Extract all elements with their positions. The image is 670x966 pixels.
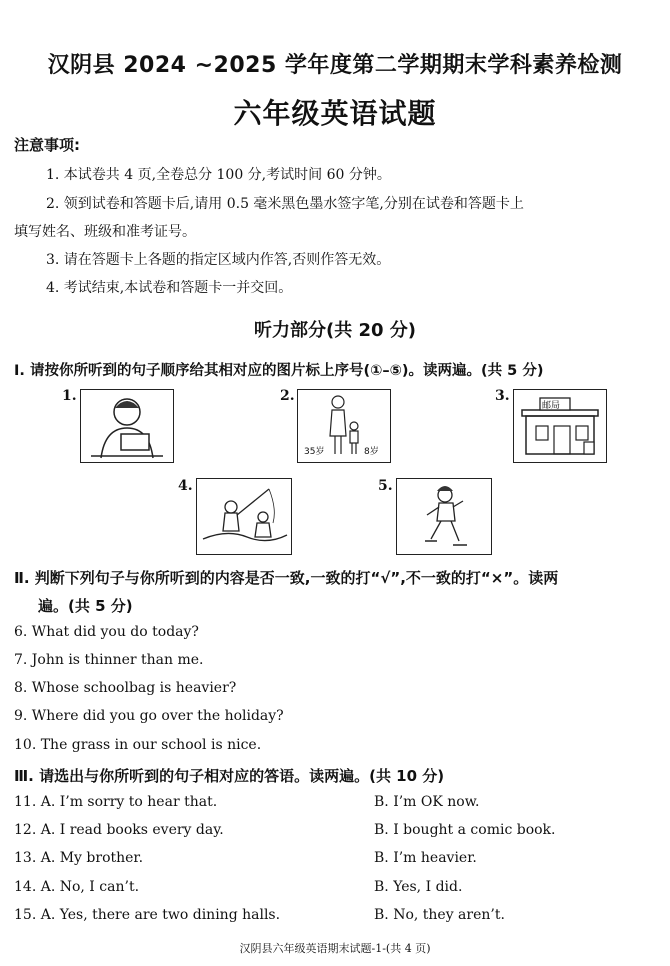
man-reading-icon bbox=[80, 389, 174, 463]
statement-item: 9. Where did you go over the holiday? bbox=[14, 708, 284, 724]
section1-instruction: I. 请按你所听到的句子顺序给其相对应的图片标上序号(①–⑤)。读两遍。(共 5 分) bbox=[14, 363, 544, 379]
question-option-b: B. No, they aren’t. bbox=[374, 907, 505, 923]
question-option-b: B. I’m heavier. bbox=[374, 850, 477, 866]
question-option-b: B. I’m OK now. bbox=[374, 794, 480, 810]
picture-number: 1. bbox=[62, 388, 77, 404]
statement-item: 6. What did you do today? bbox=[14, 624, 199, 640]
question-option-a: 13. A. My brother. bbox=[14, 850, 144, 866]
picture-number: 5. bbox=[378, 478, 393, 494]
picture-number: 4. bbox=[178, 478, 193, 494]
listening-section-title: 听力部分(共 20 分) bbox=[253, 320, 417, 341]
question-option-a: 11. A. I’m sorry to hear that. bbox=[14, 794, 218, 810]
child-age-caption: 8岁 bbox=[364, 447, 379, 457]
notice-item: 3. 请在答题卡上各题的指定区域内作答,否则作答无效。 bbox=[46, 252, 391, 268]
picture-number: 3. bbox=[495, 388, 510, 404]
section3-instruction: Ⅲ. 请选出与你所听到的句子相对应的答语。读两遍。(共 10 分) bbox=[14, 767, 445, 785]
statement-item: 8. Whose schoolbag is heavier? bbox=[14, 680, 237, 696]
notice-item: 4. 考试结束,本试卷和答题卡一并交回。 bbox=[46, 280, 293, 296]
question-option-a: 12. A. I read books every day. bbox=[14, 822, 224, 838]
question-option-b: B. I bought a comic book. bbox=[374, 822, 556, 838]
skating-icon bbox=[396, 478, 492, 555]
notice-item: 填写姓名、班级和准考证号。 bbox=[14, 224, 196, 240]
question-option-a: 14. A. No, I can’t. bbox=[14, 879, 140, 895]
notice-item: 2. 领到试卷和答题卡后,请用 0.5 毫米黑色墨水签字笔,分别在试卷和答题卡上 bbox=[46, 196, 524, 212]
page-footer: 汉阴县六年级英语期末试题-1-(共 4 页) bbox=[239, 942, 431, 955]
statement-item: 7. John is thinner than me. bbox=[14, 652, 204, 668]
statement-item: 10. The grass in our school is nice. bbox=[14, 737, 262, 753]
section2-instruction-cont: 遍。(共 5 分) bbox=[38, 597, 133, 615]
exam-subtitle: 六年级英语试题 bbox=[233, 97, 437, 130]
section2-instruction: Ⅱ. 判断下列句子与你所听到的内容是否一致,一致的打“√”,不一致的打“×”。读两 bbox=[14, 569, 559, 587]
question-option-b: B. Yes, I did. bbox=[374, 879, 463, 895]
post-office-sign: 邮局 bbox=[542, 401, 561, 411]
notice-item: 1. 本试卷共 4 页,全卷总分 100 分,考试时间 60 分钟。 bbox=[46, 167, 391, 183]
picture-number: 2. bbox=[280, 388, 295, 404]
post-office-icon bbox=[513, 389, 607, 463]
mother-child-icon bbox=[297, 389, 391, 463]
exam-title: 汉阴县 2024 ~2025 学年度第二学期期末学科素养检测 bbox=[47, 53, 623, 78]
notice-title: 注意事项: bbox=[14, 136, 80, 154]
question-option-a: 15. A. Yes, there are two dining halls. bbox=[14, 907, 281, 923]
fishing-icon bbox=[196, 478, 292, 555]
mother-age-caption: 35岁 bbox=[304, 447, 325, 457]
